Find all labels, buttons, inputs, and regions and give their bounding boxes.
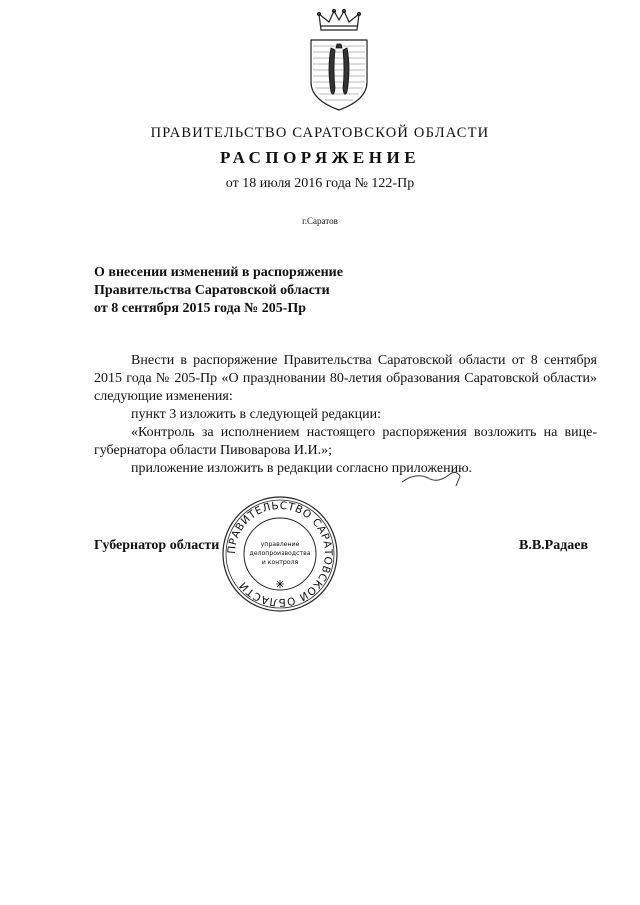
document-date-number: от 18 июля 2016 года № 122-Пр — [225, 176, 415, 191]
subject-line: от 8 сентября 2015 года № 205-Пр — [94, 301, 307, 316]
seal-center-line: управление — [260, 541, 300, 548]
seal-ring-text: ПРАВИТЕЛЬСТВО САРАТОВСКОЙ ОБЛАСТИ — [225, 499, 335, 609]
body-paragraph: приложение изложить в редакции согласно приложению. — [131, 461, 473, 476]
body-paragraph: «Контроль за исполнением настоящего распоряжения возложить на вице-губернатора области Пивоварова И.И.»; — [94, 425, 597, 458]
seal-center-line: и контроля — [261, 559, 299, 566]
seal-center-line: делопроизводства — [249, 550, 311, 557]
subject-line: Правительства Саратовской области — [94, 283, 330, 298]
signature-title: Губернатор области — [94, 538, 220, 553]
subject-line: О внесении изменений в распоряжение — [94, 265, 343, 280]
official-seal-icon — [220, 494, 340, 614]
document-city: г.Саратов — [302, 216, 338, 226]
document-type-heading: РАСПОРЯЖЕНИЕ — [219, 148, 421, 167]
handwritten-mark-icon — [398, 466, 468, 488]
document-subject — [94, 264, 343, 318]
signature-name: В.В.Радаев — [519, 538, 589, 553]
coat-of-arms-icon — [297, 8, 381, 114]
organization-title: ПРАВИТЕЛЬСТВО САРАТОВСКОЙ ОБЛАСТИ — [150, 125, 490, 141]
body-paragraph: пункт 3 изложить в следующей редакции: — [131, 407, 381, 422]
body-paragraph: Внести в распоряжение Правительства Саратовской области от 8 сентября 2015 года № 205-Пр «О праздновании 80-летия образования Саратовской области» следующие изменения: — [94, 353, 597, 404]
document-body — [94, 352, 597, 478]
